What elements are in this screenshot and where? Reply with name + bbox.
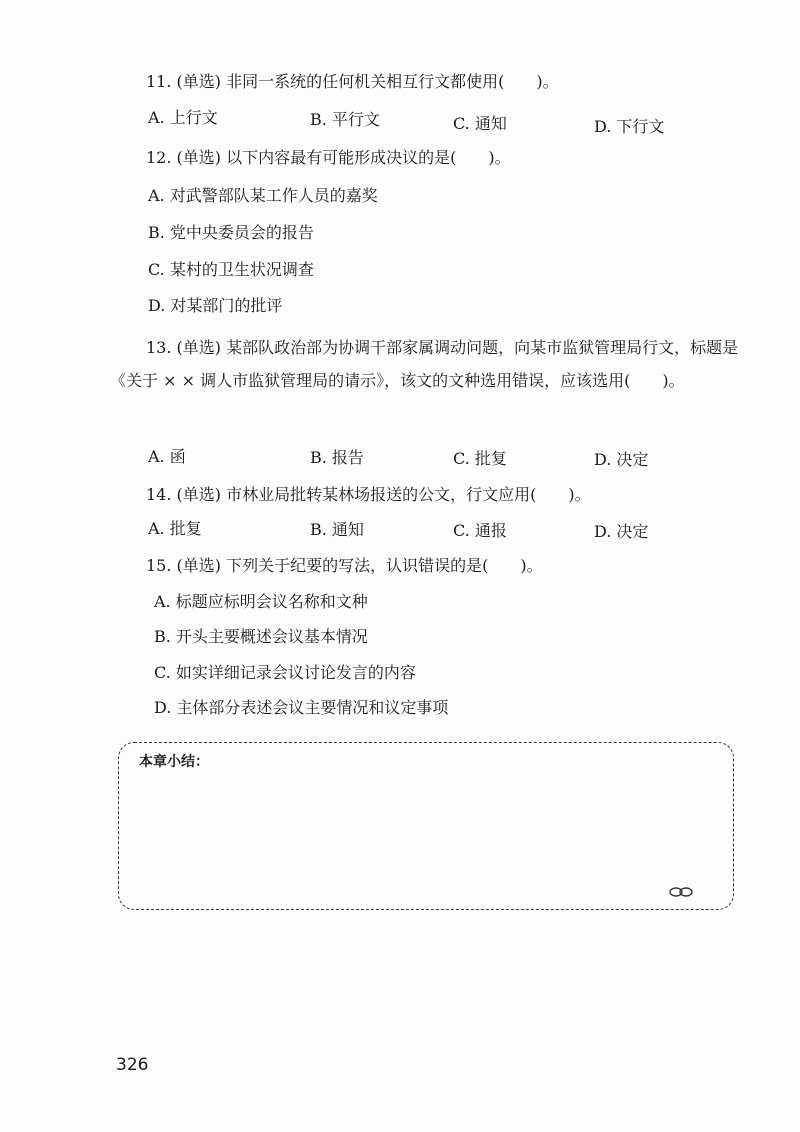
leaf-ornament-icon [669, 885, 693, 899]
question-11-option-d: D. 下行文 [594, 117, 665, 136]
question-14-option-d: D. 决定 [594, 522, 649, 541]
question-15-option-b: B. 开头主要概述会议基本情况 [154, 627, 368, 646]
question-12-option-a: A. 对武警部队某工作人员的嘉奖 [148, 186, 378, 205]
question-14-stem: 14. (单选) 市林业局批转某林场报送的公文，行文应用( )。 [146, 485, 591, 504]
question-11-option-b: B. 平行文 [310, 110, 380, 129]
question-14-option-b: B. 通知 [310, 520, 364, 539]
question-15-stem: 15. (单选) 下列关于纪要的写法，认识错误的是( )。 [146, 556, 543, 575]
question-11-option-a: A. 上行文 [148, 108, 218, 127]
question-12-option-d: D. 对某部门的批评 [148, 296, 283, 315]
question-13-option-a: A. 函 [148, 447, 186, 466]
question-13-option-c: C. 批复 [453, 449, 507, 468]
question-15-option-c: C. 如实详细记录会议讨论发言的内容 [154, 663, 416, 682]
question-15-option-d: D. 主体部分表述会议主要情况和议定事项 [154, 698, 449, 717]
chapter-summary-label: 本章小结： [139, 754, 209, 770]
question-13-stem: 13. (单选) 某部队政治部为协调干部家属调动问题，向某市监狱管理局行文，标题是《关于 × × 调人市监狱管理局的请示》，该文的文种选用错误，应该选用( )。 [110, 338, 739, 390]
question-13-option-d: D. 决定 [594, 450, 649, 469]
question-12-option-c: C. 某村的卫生状况调查 [148, 260, 314, 279]
question-14-option-a: A. 批复 [148, 519, 202, 538]
question-14-option-c: C. 通报 [453, 521, 507, 540]
question-13-option-b: B. 报告 [310, 448, 364, 467]
page-number: 326 [116, 1055, 149, 1075]
question-11-stem: 11. (单选) 非同一系统的任何机关相互行文都使用( )。 [146, 72, 559, 91]
chapter-summary-box [118, 742, 734, 910]
question-15-option-a: A. 标题应标明会议名称和文种 [154, 592, 368, 611]
question-12-stem: 12. (单选) 以下内容最有可能形成决议的是( )。 [146, 148, 511, 167]
question-11-option-c: C. 通知 [453, 114, 507, 133]
question-12-option-b: B. 党中央委员会的报告 [148, 223, 314, 242]
